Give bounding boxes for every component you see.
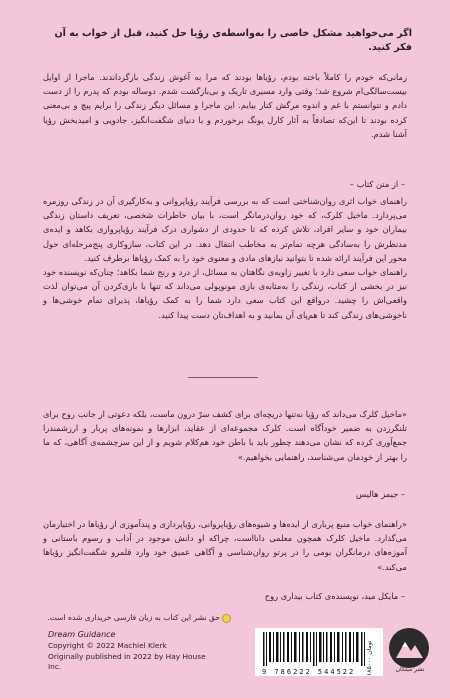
original-publisher-line: Originally published in 2022 by Hay House Inc. — [48, 652, 206, 671]
endorsement-2-source: – مایکل مید، نویسنده‌ی کتاب بیداری روح — [264, 591, 405, 601]
endorsement-2 — [43, 517, 407, 574]
excerpt-source: – از متن کتاب – — [349, 179, 405, 189]
headline: اگر می‌خواهید مشکل خاصی را به‌واسطه‌ی رؤیا حل کنید، قبل از خواب به آن فکر کنید. — [54, 28, 412, 53]
description-block — [43, 194, 407, 322]
endorsement-1-source: – جیمز هالیس — [356, 489, 405, 499]
publisher-name: نشر میلکان — [395, 666, 425, 673]
description-paragraph-1: راهنمای خواب اثری روان‌شناختی است که به بررسی فرآیند رؤیاپروانی و به‌کارگیری آن در زندگی روزمره می‌پردازد. ماخیل کلرک، که خود روان‌درمانگر است، با بیان خاطرات شخصی، تعریف داستان زندگی بیماران خود و سایر افراد، تلاش کرده که تا حدودی از دشواری درک فرآیند رؤیاپروازی بکاهد و ایده‌ی مدنظرش را به‌سادگی هرچه تمام‌تر به مخاطب انتقال دهد. در این کتاب، سازوکاری پنج‌مرحله‌ای حول محور این فرآیند ارائه شده تا بتوانید نیازهای مادی و معنوی خود را به کمک رؤیاها برطرف کنید. — [43, 196, 407, 263]
price-label: ۱۸۵۰۰۰ تومان — [366, 640, 373, 676]
english-title: Dream Guidance — [48, 630, 116, 639]
copyright-coin-icon — [222, 614, 231, 623]
publisher-logo-icon — [388, 627, 430, 669]
excerpt-block — [43, 70, 407, 141]
barcode-number: 9 786222 544522 — [262, 668, 356, 676]
divider-line — [188, 377, 258, 378]
copyright-line: Copyright © 2022 Machiel Klerk — [48, 641, 167, 650]
endorsement-1 — [43, 407, 407, 464]
endorsement-2-text: «راهنمای خواب منبع پرباری از ایده‌ها و شیوه‌های رؤیاپروانی، رؤیاپردازی و پندآموزی از رؤیاها در اختیارمان می‌گذارد. ماخیل کلرک همچون معلمی دانااست، چراکه او دانش موجود در آداب و رسوم باستانی و آموزه‌های درمانگران بومی را در پرتو روان‌شناسی و آگاهی عمیق خود وارد قلمرو شگفت‌انگیز رؤیاها می‌کند.» — [42, 519, 407, 572]
excerpt-paragraph: زمانی‌که خودم را کاملاً باخته بودم، رؤیاها بودند که مرا به آغوش زندگی بازگرداندند. ماجرا از اوایل بیست‌سالگی‌ام شروع شد؛ وقتی وارد مسیری تاریک و بی‌بازگشت شدم. دوساله بودم که پدرم را از دست دادم و نتوانستم با غم و اندوه مرگش کنار بیایم. این ماجرا و مسائل دیگر زندگی را برایم پیچ و بی‌معنی کرده بودند تا این‌که تصادفاً به آثار کارل یونگ برخوردم و با دنیای شگفت‌انگیز، جادویی و امیدبخش رؤیا آشنا شدم. — [43, 72, 407, 139]
barcode-bars-icon — [263, 632, 367, 666]
description-paragraph-2: راهنمای خواب سعی دارد با تغییر زاویه‌ی نگاهتان به مسائل، از درد و رنج شما بکاهد؛ چنان‌که نویسنده خود نیز در بخشی از کتاب، زندگی را به‌مثابه‌ی بازی مونوپولی می‌داند که تنها با بازی‌کردن آن می‌توان لذت واقعی‌اش را چشید. درواقع این کتاب سعی دارد شما را به کمک رؤیاها، پذیرای تمام خوشی‌ها و ناخوشی‌های زندگی کند تا هم‌پای آن بمانید و به اهداف‌تان دست پیدا کنید. — [43, 267, 407, 320]
rights-notice: حق نشر این کتاب به زبان فارسی خریداری شده است. — [47, 613, 220, 622]
endorsement-1-text: «ماخیل کلرک می‌داند که رؤیا نه‌تنها دریچه‌ای برای کشف سرّ درون ماست، بلکه دعوتی از جانب روح برای تلنگرزدن به ضمیر خودآگاه است. کلرک مجموعه‌ای از عقاید، ابزارها و نمونه‌های پربار و ارزشمندرا جمع‌آوری کرده که نشان می‌دهند چطور باید با باطن خود هم‌کلام شویم و از این سرچشمه‌ی آگاهی، که ما را بهتر از خودمان می‌شناسد، راهنمایی بخواهیم.» — [43, 409, 407, 462]
